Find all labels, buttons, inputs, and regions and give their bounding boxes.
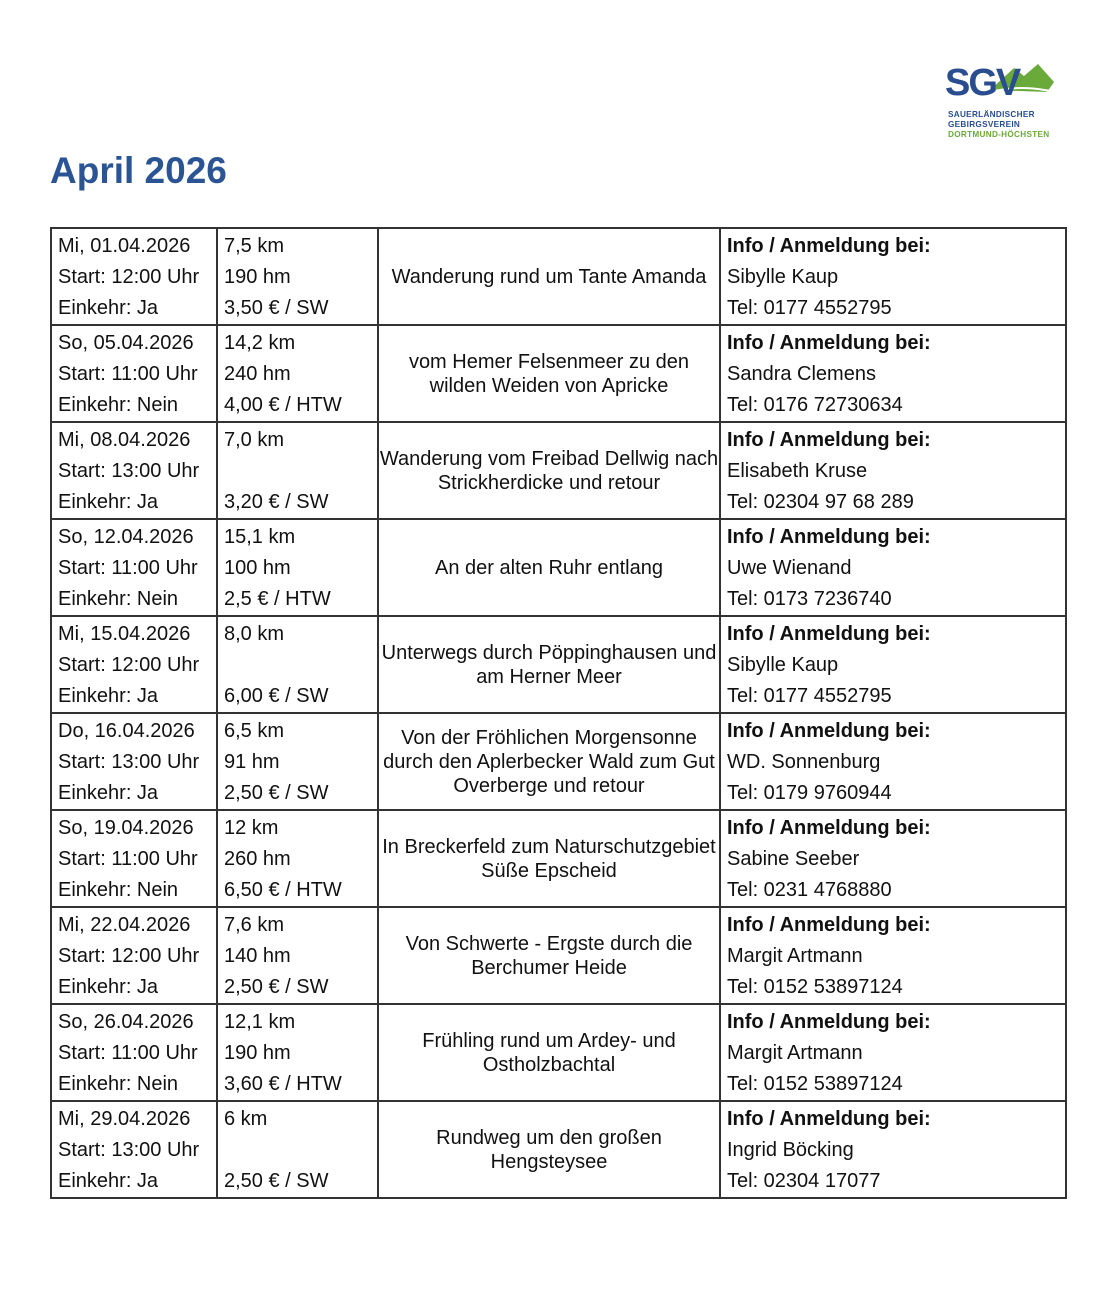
hike-title: Unterwegs durch Pöppinghausen und am Herner Meer (378, 616, 720, 713)
contact-label: Info / Anmeldung bei: (727, 623, 931, 645)
hike-distance: 7,0 km (224, 429, 285, 451)
page-title: April 2026 (50, 150, 227, 191)
hike-price: 3,20 € / SW (224, 491, 329, 513)
logo-letters: SGV (945, 62, 1020, 104)
hike-schedule-cell (51, 1004, 217, 1101)
contact-name: Margit Artmann (727, 945, 863, 967)
hike-schedule-cell (51, 907, 217, 1004)
hike-title: Wanderung rund um Tante Amanda (378, 228, 720, 325)
contact-name: Elisabeth Kruse (727, 460, 868, 482)
hike-title: Von der Fröhlichen Morgensonne durch den Aplerbecker Wald zum Gut Overberge und retour (378, 713, 720, 810)
sgv-logo (944, 56, 1059, 146)
hike-stats-cell (217, 422, 378, 519)
contact-label: Info / Anmeldung bei: (727, 1011, 931, 1033)
hike-einkehr: Einkehr: Ja (58, 491, 159, 513)
hike-title: vom Hemer Felsenmeer zu den wilden Weiden von Apricke (378, 325, 720, 422)
hike-contact-cell (720, 907, 1066, 1004)
hike-start-time: Start: 12:00 Uhr (58, 945, 200, 967)
hike-row (51, 713, 1066, 810)
hike-stats-cell (217, 907, 378, 1004)
hike-contact-cell (720, 325, 1066, 422)
logo-line-3: DORTMUND-HÖCHSTEN (948, 130, 1050, 139)
hike-price: 4,00 € / HTW (224, 394, 342, 416)
hike-date: Mi, 29.04.2026 (58, 1108, 191, 1130)
hike-row (51, 1101, 1066, 1198)
hike-title: In Breckerfeld zum Naturschutzgebiet Süße Epscheid (378, 810, 720, 907)
hike-row (51, 228, 1066, 325)
hike-title: An der alten Ruhr entlang (378, 519, 720, 616)
hike-elevation: 100 hm (224, 557, 291, 579)
hike-elevation (224, 650, 371, 681)
hike-date: Mi, 15.04.2026 (58, 623, 191, 645)
hike-stats-cell (217, 616, 378, 713)
hike-distance: 15,1 km (224, 526, 296, 548)
hike-start-time: Start: 11:00 Uhr (58, 557, 198, 579)
hike-date: So, 19.04.2026 (58, 817, 194, 839)
contact-phone: Tel: 02304 17077 (727, 1170, 881, 1192)
hike-elevation (224, 456, 371, 487)
logo-line-1: SAUERLÄNDISCHER (948, 110, 1035, 119)
hike-distance: 7,6 km (224, 914, 285, 936)
hike-elevation: 240 hm (224, 363, 291, 385)
contact-label: Info / Anmeldung bei: (727, 914, 931, 936)
hike-price: 2,50 € / SW (224, 782, 329, 804)
hike-start-time: Start: 12:00 Uhr (58, 266, 200, 288)
hike-price: 2,50 € / SW (224, 976, 329, 998)
hike-distance: 8,0 km (224, 623, 285, 645)
contact-name: WD. Sonnenburg (727, 751, 881, 773)
hike-title: Wanderung vom Freibad Dellwig nach Strickherdicke und retour (378, 422, 720, 519)
hike-schedule-cell (51, 422, 217, 519)
hike-row (51, 907, 1066, 1004)
hike-einkehr: Einkehr: Nein (58, 394, 179, 416)
hike-einkehr: Einkehr: Ja (58, 297, 159, 319)
hike-stats-cell (217, 1004, 378, 1101)
logo-line-2: GEBIRGSVEREIN (948, 120, 1021, 129)
hike-title: Von Schwerte - Ergste durch die Berchumer Heide (378, 907, 720, 1004)
hike-schedule-cell (51, 1101, 217, 1198)
hike-stats-cell (217, 325, 378, 422)
hike-schedule-cell (51, 519, 217, 616)
contact-phone: Tel: 0231 4768880 (727, 879, 892, 901)
contact-phone: Tel: 0177 4552795 (727, 685, 892, 707)
hike-einkehr: Einkehr: Ja (58, 782, 159, 804)
hike-price: 3,50 € / SW (224, 297, 329, 319)
hike-schedule-cell (51, 810, 217, 907)
hike-date: So, 26.04.2026 (58, 1011, 194, 1033)
hike-schedule-table (50, 227, 1067, 1199)
contact-phone: Tel: 0177 4552795 (727, 297, 892, 319)
contact-phone: Tel: 0176 72730634 (727, 394, 903, 416)
hike-date: Mi, 08.04.2026 (58, 429, 191, 451)
contact-phone: Tel: 0152 53897124 (727, 976, 903, 998)
hike-start-time: Start: 11:00 Uhr (58, 848, 198, 870)
contact-label: Info / Anmeldung bei: (727, 1108, 931, 1130)
hike-einkehr: Einkehr: Nein (58, 879, 179, 901)
contact-name: Uwe Wienand (727, 557, 852, 579)
hike-price: 3,60 € / HTW (224, 1073, 342, 1095)
hike-distance: 14,2 km (224, 332, 296, 354)
contact-phone: Tel: 0179 9760944 (727, 782, 892, 804)
hike-elevation: 91 hm (224, 751, 280, 773)
hike-row (51, 325, 1066, 422)
contact-label: Info / Anmeldung bei: (727, 817, 931, 839)
contact-phone: Tel: 02304 97 68 289 (727, 491, 914, 513)
hike-start-time: Start: 12:00 Uhr (58, 654, 200, 676)
hike-date: Mi, 01.04.2026 (58, 235, 191, 257)
hike-rows (51, 228, 1066, 1198)
contact-label: Info / Anmeldung bei: (727, 429, 931, 451)
hike-row (51, 519, 1066, 616)
hike-einkehr: Einkehr: Nein (58, 588, 179, 610)
hike-einkehr: Einkehr: Ja (58, 685, 159, 707)
hike-contact-cell (720, 616, 1066, 713)
contact-name: Sibylle Kaup (727, 266, 839, 288)
hike-einkehr: Einkehr: Nein (58, 1073, 179, 1095)
hike-schedule-cell (51, 713, 217, 810)
hike-elevation: 190 hm (224, 1042, 291, 1064)
contact-name: Sandra Clemens (727, 363, 876, 385)
hike-schedule-cell (51, 616, 217, 713)
hike-date: So, 05.04.2026 (58, 332, 194, 354)
hike-einkehr: Einkehr: Ja (58, 976, 159, 998)
contact-name: Sabine Seeber (727, 848, 860, 870)
hike-stats-cell (217, 519, 378, 616)
hike-einkehr: Einkehr: Ja (58, 1170, 159, 1192)
hike-distance: 6 km (224, 1108, 268, 1130)
contact-label: Info / Anmeldung bei: (727, 720, 931, 742)
hike-start-time: Start: 13:00 Uhr (58, 1139, 200, 1161)
sgv-logo-mark (944, 56, 1059, 108)
hike-start-time: Start: 11:00 Uhr (58, 1042, 198, 1064)
contact-name: Sibylle Kaup (727, 654, 839, 676)
hike-date: Mi, 22.04.2026 (58, 914, 191, 936)
contact-label: Info / Anmeldung bei: (727, 235, 931, 257)
hike-date: So, 12.04.2026 (58, 526, 194, 548)
hike-row (51, 810, 1066, 907)
hike-distance: 12 km (224, 817, 279, 839)
hike-title: Rundweg um den großen Hengsteysee (378, 1101, 720, 1198)
hike-contact-cell (720, 1101, 1066, 1198)
hike-contact-cell (720, 810, 1066, 907)
hike-contact-cell (720, 519, 1066, 616)
hike-stats-cell (217, 228, 378, 325)
hike-row (51, 616, 1066, 713)
contact-phone: Tel: 0173 7236740 (727, 588, 892, 610)
hike-distance: 6,5 km (224, 720, 285, 742)
hike-elevation: 260 hm (224, 848, 291, 870)
hike-distance: 7,5 km (224, 235, 285, 257)
hike-contact-cell (720, 422, 1066, 519)
hike-start-time: Start: 11:00 Uhr (58, 363, 198, 385)
hike-contact-cell (720, 228, 1066, 325)
hike-stats-cell (217, 810, 378, 907)
hike-start-time: Start: 13:00 Uhr (58, 460, 200, 482)
hike-title: Frühling rund um Ardey- und Ostholzbachtal (378, 1004, 720, 1101)
hike-price: 2,5 € / HTW (224, 588, 331, 610)
hike-contact-cell (720, 713, 1066, 810)
contact-phone: Tel: 0152 53897124 (727, 1073, 903, 1095)
hike-date: Do, 16.04.2026 (58, 720, 195, 742)
hike-distance: 12,1 km (224, 1011, 296, 1033)
hike-schedule-cell (51, 325, 217, 422)
hike-stats-cell (217, 1101, 378, 1198)
hike-price: 6,50 € / HTW (224, 879, 342, 901)
hike-price: 6,00 € / SW (224, 685, 329, 707)
hike-elevation: 140 hm (224, 945, 291, 967)
hike-start-time: Start: 13:00 Uhr (58, 751, 200, 773)
hike-contact-cell (720, 1004, 1066, 1101)
contact-label: Info / Anmeldung bei: (727, 526, 931, 548)
contact-label: Info / Anmeldung bei: (727, 332, 931, 354)
contact-name: Margit Artmann (727, 1042, 863, 1064)
hike-schedule-cell (51, 228, 217, 325)
hike-price: 2,50 € / SW (224, 1170, 329, 1192)
hike-row (51, 1004, 1066, 1101)
contact-name: Ingrid Böcking (727, 1139, 854, 1161)
hike-elevation (224, 1135, 371, 1166)
hike-row (51, 422, 1066, 519)
hike-elevation: 190 hm (224, 266, 291, 288)
hike-stats-cell (217, 713, 378, 810)
logo-caption (948, 110, 1050, 140)
